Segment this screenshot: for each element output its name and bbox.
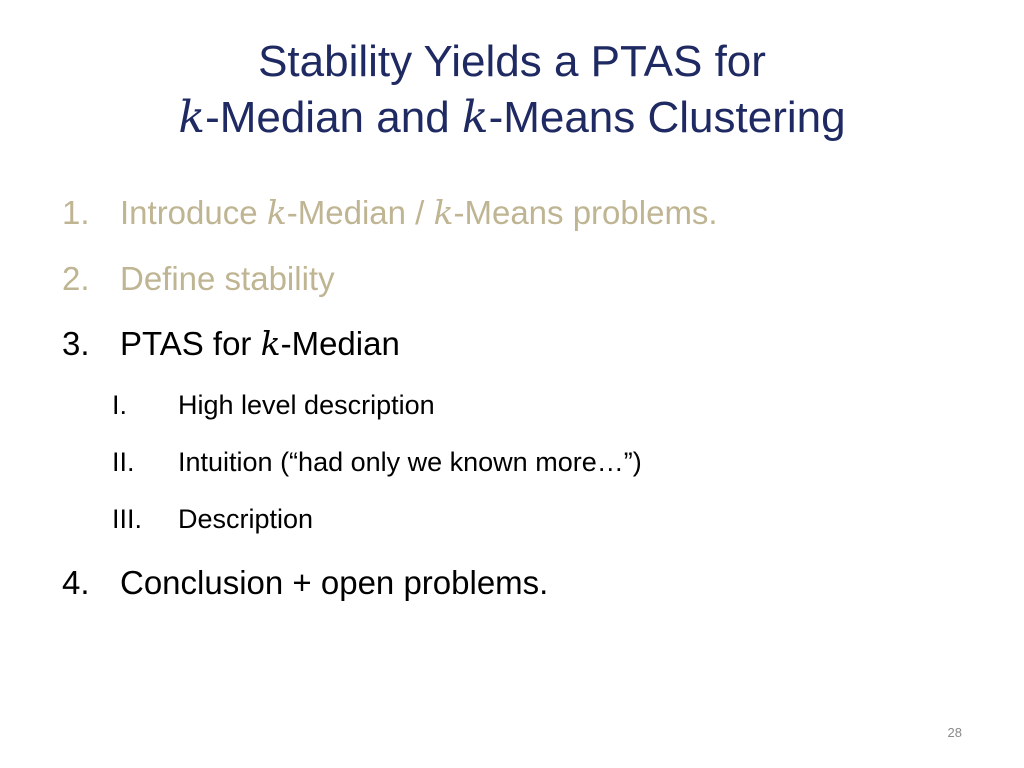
sub-item-number: III. [112,504,143,534]
item-text: PTAS for [120,325,261,362]
item-text: Conclusion + open problems. [120,564,549,601]
item-number: 4. [62,564,90,601]
slide-title [0,34,1024,146]
item-text: Introduce [120,194,267,231]
sub-item-2 [112,445,642,479]
sub-item-number: I. [112,390,128,420]
title-text: -Median and [205,93,462,142]
sub-item-text: Intuition (“had only we known more…”) [178,447,642,477]
item-text: -Means problems. [453,194,718,231]
math-k: k [433,193,454,232]
sub-item-number: II. [112,447,135,477]
sub-item-1 [112,388,435,422]
outline-item-1 [62,193,718,233]
item-number: 2. [62,260,90,297]
math-k: k [260,324,281,363]
item-number: 3. [62,325,90,362]
math-k: k [266,193,287,232]
outline-item-2 [62,259,335,299]
item-text: -Median [280,325,400,362]
title-line-1: Stability Yields a PTAS for [258,37,766,86]
math-k: k [178,92,206,143]
sub-item-text: High level description [178,390,435,420]
outline-item-4 [62,563,548,603]
outline-item-3 [62,324,400,364]
title-text: -Means Clustering [488,93,846,142]
item-text: -Median / [286,194,434,231]
item-number: 1. [62,194,90,231]
page-number: 28 [947,725,962,740]
math-k: k [461,92,489,143]
item-text: Define stability [120,260,335,297]
sub-item-text: Description [178,504,314,534]
title-line-2 [0,90,1024,146]
sub-item-3 [112,502,313,536]
